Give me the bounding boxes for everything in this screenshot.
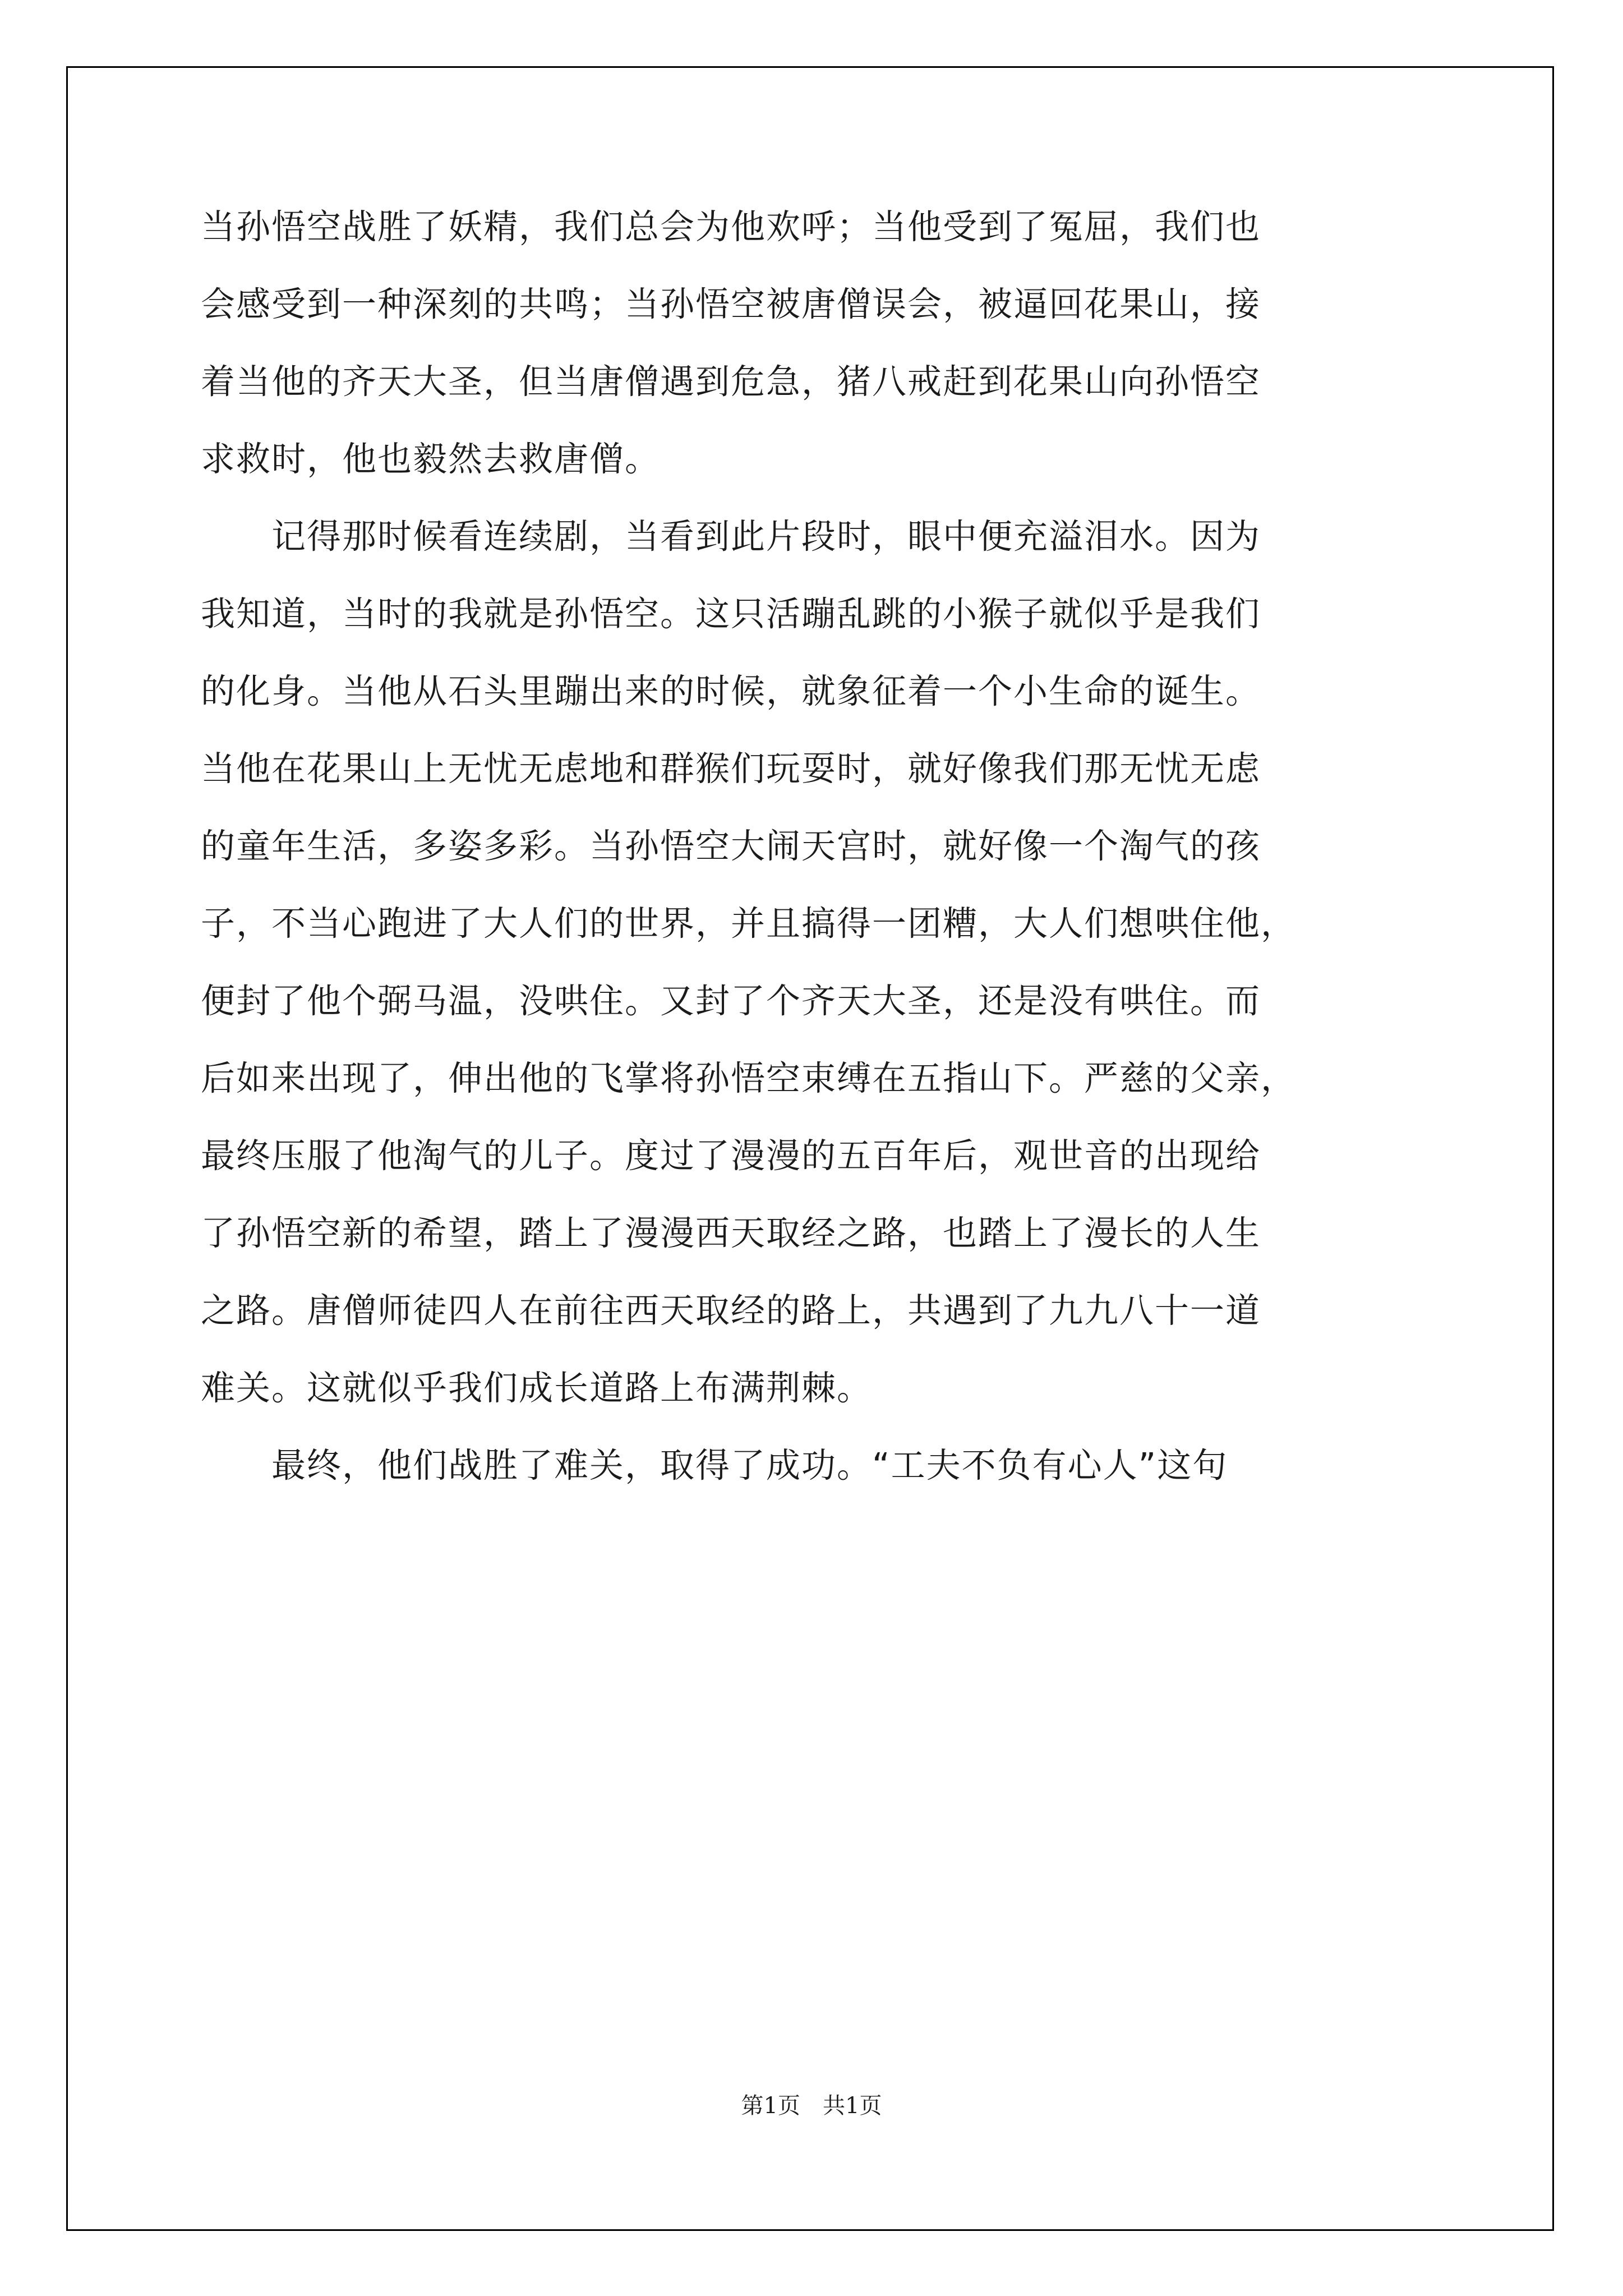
text-line: 我知道，当时的我就是孙悟空。这只活蹦乱跳的小猴子就似乎是我们: [201, 594, 1261, 634]
text-line: 着当他的齐天大圣，但当唐僧遇到危急，猪八戒赶到花果山向孙悟空: [201, 362, 1261, 402]
text-line: 了孙悟空新的希望，踏上了漫漫西天取经之路，也踏上了漫长的人生: [201, 1213, 1261, 1253]
page-number-footer: 第1页 共1页: [741, 2093, 882, 2119]
text-line: 后如来出现了，伸出他的飞掌将孙悟空束缚在五指山下。严慈的父亲，: [201, 1059, 1297, 1098]
text-line: 当孙悟空战胜了妖精，我们总会为他欢呼；当他受到了冤屈，我们也: [201, 207, 1261, 247]
text-line: 便封了他个弼马温，没哄住。又封了个齐天大圣，还是没有哄住。而: [201, 981, 1261, 1021]
text-line: 记得那时候看连续剧，当看到此片段时，眼中便充溢泪水。因为: [201, 517, 1261, 556]
text-line: 当他在花果山上无忧无虑地和群猴们玩耍时，就好像我们那无忧无虑: [201, 749, 1261, 789]
text-line: 子，不当心跑进了大人们的世界，并且搞得一团糟，大人们想哄住他，: [201, 904, 1297, 944]
text-line: 最终，他们战胜了难关，取得了成功。“工夫不负有心人”这句: [201, 1446, 1228, 1485]
text-line: 求救时，他也毅然去救唐僧。: [201, 439, 661, 479]
text-line: 最终压服了他淘气的儿子。度过了漫漫的五百年后，观世音的出现给: [201, 1136, 1261, 1176]
text-line: 之路。唐僧师徒四人在前往西天取经的路上，共遇到了九九八十一道: [201, 1291, 1261, 1331]
text-line: 难关。这就似乎我们成长道路上布满荆棘。: [201, 1368, 873, 1408]
text-line: 的化身。当他从石头里蹦出来的时候，就象征着一个小生命的诞生。: [201, 671, 1261, 711]
text-line: 的童年生活，多姿多彩。当孙悟空大闹天宫时，就好像一个淘气的孩: [201, 826, 1261, 866]
text-line: 会感受到一种深刻的共鸣；当孙悟空被唐僧误会，被逼回花果山，接: [201, 284, 1261, 324]
